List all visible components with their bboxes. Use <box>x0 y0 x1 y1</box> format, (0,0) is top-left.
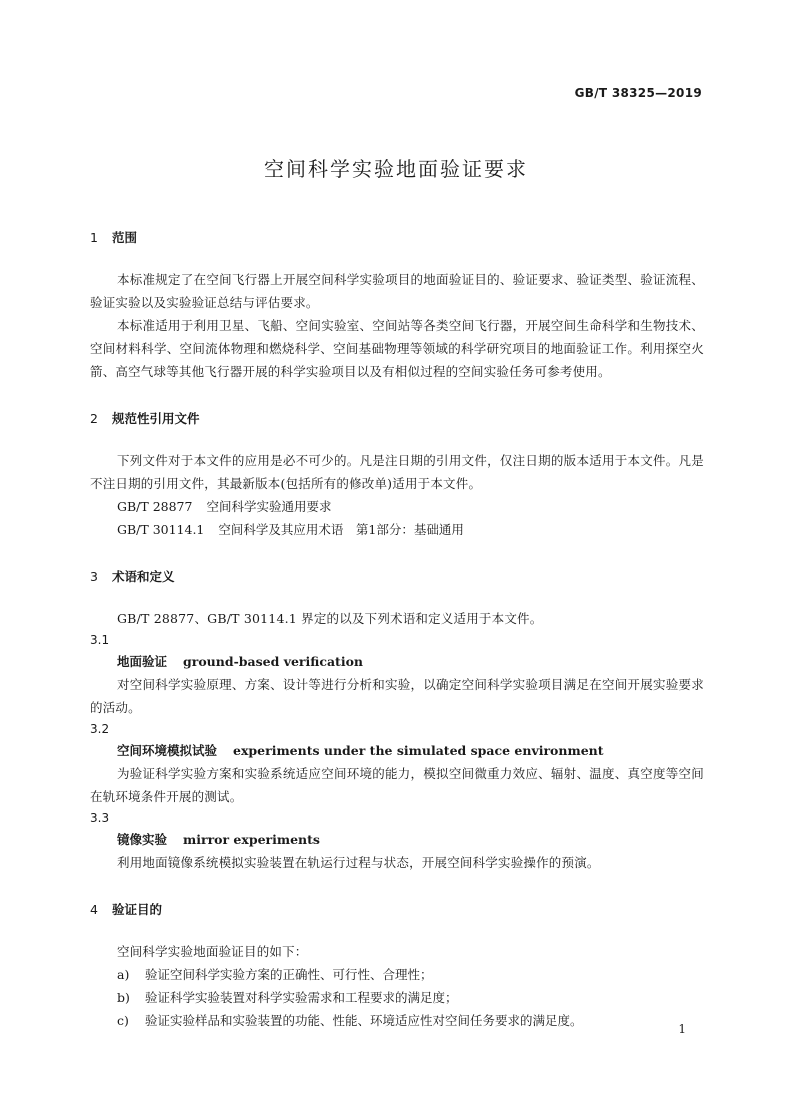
list-item <box>90 986 704 1009</box>
section-number: 3 <box>90 569 98 584</box>
scope-paragraph-2: 本标准适用于利用卫星、飞船、空间实验室、空间站等各类空间飞行器，开展空间生命科学和生物技术、空间材料科学、空间流体物理和燃烧科学、空间基础物理等领域的科学研究项目的地面验证工作。利用探空火箭、高空气球等其他飞行器开展的科学实验项目以及有相似过程的空间实验任务可参考使用。 <box>90 318 704 379</box>
list-text: 验证实验样品和实验装置的功能、性能、环境适应性对空间任务要求的满足度。 <box>145 1013 583 1028</box>
term-heading <box>90 828 704 851</box>
list-marker: a) <box>117 967 130 982</box>
term-number: 3.3 <box>90 811 110 825</box>
terms-intro-paragraph: GB/T 28877、GB/T 30114.1 界定的以及下列术语和定义适用于本文件。 <box>117 611 543 626</box>
standard-number: GB/T 38325—2019 <box>574 86 702 100</box>
reference-item <box>90 495 704 518</box>
list-item <box>90 1009 704 1032</box>
section-heading-normative-references <box>90 409 704 429</box>
document-body <box>90 228 704 1032</box>
term-number: 3.1 <box>90 633 110 647</box>
term-chinese: 镜像实验 <box>117 832 168 847</box>
term-english: mirror experiments <box>183 832 320 847</box>
list-text: 验证科学实验装置对科学实验需求和工程要求的满足度； <box>145 990 458 1005</box>
term-chinese: 空间环境模拟试验 <box>117 743 218 758</box>
term-chinese: 地面验证 <box>117 654 168 669</box>
list-marker: b) <box>117 990 130 1005</box>
term-heading <box>90 739 704 762</box>
term-english: ground-based verification <box>183 654 364 669</box>
section-title: 范围 <box>112 230 138 245</box>
scope-paragraph-1: 本标准规定了在空间飞行器上开展空间科学实验项目的地面验证目的、验证要求、验证类型、验证流程、验证实验以及实验验证总结与评估要求。 <box>90 272 704 310</box>
list-marker: c) <box>117 1013 129 1028</box>
section-heading-purpose <box>90 900 704 920</box>
section-title: 验证目的 <box>112 902 163 917</box>
term-heading <box>90 650 704 673</box>
list-text: 验证空间科学实验方案的正确性、可行性、合理性； <box>145 967 433 982</box>
term-definition: 利用地面镜像系统模拟实验装置在轨运行过程与状态，开展空间科学实验操作的预演。 <box>117 855 600 870</box>
section-heading-terms <box>90 567 704 587</box>
reference-code: GB/T 30114.1 <box>117 522 205 537</box>
reference-item <box>90 518 704 541</box>
section-title: 规范性引用文件 <box>112 411 200 426</box>
list-item <box>90 963 704 986</box>
section-number: 1 <box>90 230 98 245</box>
reference-name: 空间科学实验通用要求 <box>206 499 332 514</box>
page-number: 1 <box>678 1022 686 1036</box>
term-english: experiments under the simulated space environment <box>233 743 604 758</box>
references-paragraph: 下列文件对于本文件的应用是必不可少的。凡是注日期的引用文件，仅注日期的版本适用于本文件。凡是不注日期的引用文件，其最新版本(包括所有的修改单)适用于本文件。 <box>90 453 704 491</box>
section-title: 术语和定义 <box>112 569 175 584</box>
term-definition: 对空间科学实验原理、方案、设计等进行分析和实验，以确定空间科学实验项目满足在空间开展实验要求的活动。 <box>90 677 704 715</box>
section-number: 4 <box>90 902 98 917</box>
section-number: 2 <box>90 411 98 426</box>
reference-code: GB/T 28877 <box>117 499 193 514</box>
document-title: 空间科学实验地面验证要求 <box>264 157 528 181</box>
purpose-intro-paragraph: 空间科学实验地面验证目的如下： <box>117 944 308 959</box>
reference-name: 空间科学及其应用术语 第1部分：基础通用 <box>218 522 464 537</box>
section-heading-scope <box>90 228 704 248</box>
term-definition: 为验证科学实验方案和实验系统适应空间环境的能力，模拟空间微重力效应、辐射、温度、真空度等空间在轨环境条件开展的测试。 <box>90 766 704 804</box>
term-number: 3.2 <box>90 722 110 736</box>
